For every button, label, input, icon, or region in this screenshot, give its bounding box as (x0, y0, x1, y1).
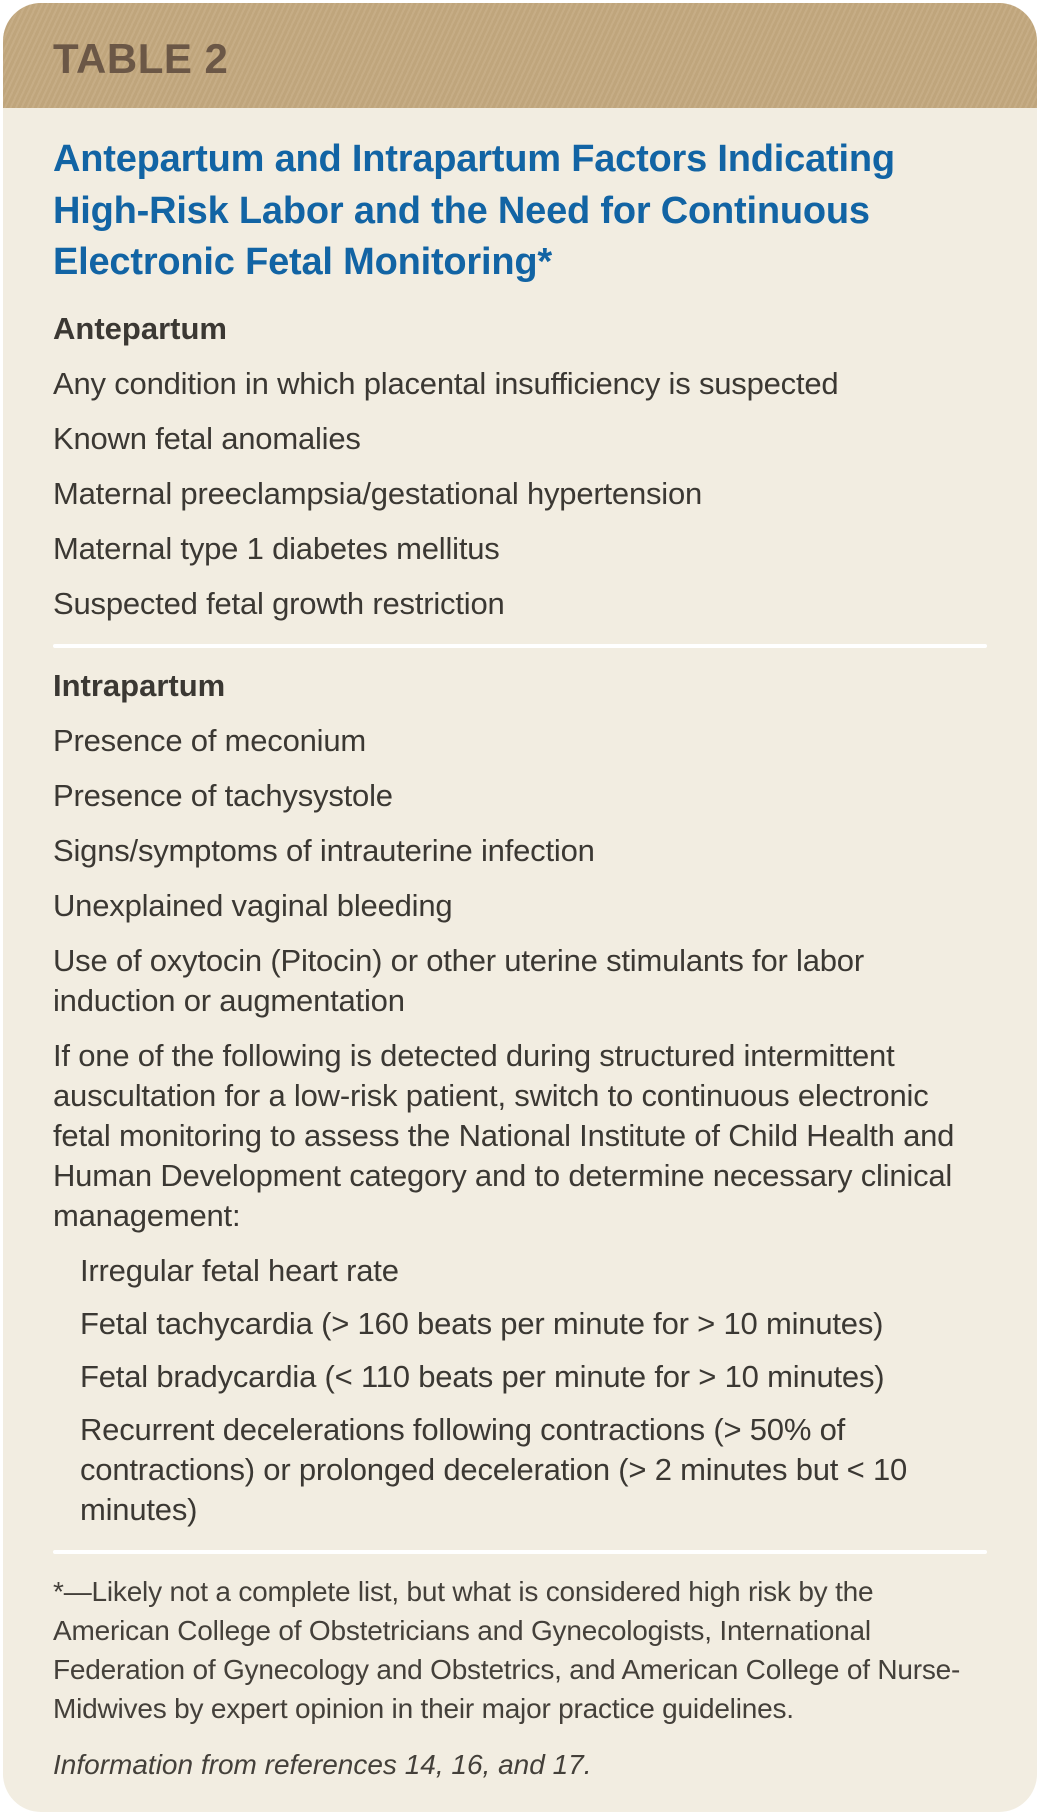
table-body (3, 108, 1037, 1784)
table-sub-row: Fetal tachycardia (> 160 beats per minute for > 10 minutes) (80, 1306, 884, 1342)
table-label: TABLE 2 (53, 34, 229, 82)
source-note: Information from references 14, 16, and 17. (53, 1749, 592, 1781)
section-heading: Intrapartum (53, 668, 226, 704)
table-sub-row: Recurrent decelerations following contractions (> 50% of contractions) or prolonged deceleration (> 2 minutes but < 10 minutes) (80, 1412, 908, 1528)
table-row: Unexplained vaginal bleeding (53, 888, 453, 924)
section-antepartum (53, 309, 987, 624)
table-row: Any condition in which placental insufficiency is suspected (53, 366, 839, 402)
table-sub-row: Irregular fetal heart rate (80, 1253, 399, 1289)
table-row: Maternal preeclampsia/gestational hypertension (53, 476, 703, 512)
section-divider (53, 1550, 987, 1554)
section-heading: Antepartum (53, 311, 227, 347)
table-row: If one of the following is detected during structured intermittent auscultation for a low-risk patient, switch to continuous electronic fetal monitoring to assess the National Institute of Child Health and Human Development category and to determine necessary clinical management: (53, 1038, 955, 1234)
table-title: Antepartum and Intrapartum Factors Indicating High-Risk Labor and the Need for Continuous Electronic Fetal Monitoring* (53, 138, 895, 284)
sub-item-list (80, 1251, 987, 1530)
table-row: Maternal type 1 diabetes mellitus (53, 531, 500, 567)
table-card (3, 3, 1037, 1812)
table-row: Signs/symptoms of intrauterine infection (53, 833, 595, 869)
table-row: Presence of tachysystole (53, 778, 393, 814)
table-sub-row: Fetal bradycardia (< 110 beats per minute for > 10 minutes) (80, 1359, 885, 1395)
table-row: Presence of meconium (53, 723, 367, 759)
table-header-band (3, 3, 1037, 108)
section-intrapartum (53, 666, 987, 1530)
table-row: Suspected fetal growth restriction (53, 586, 505, 622)
table-row: Use of oxytocin (Pitocin) or other uterine stimulants for labor induction or augmentation (53, 943, 864, 1019)
section-divider (53, 644, 987, 648)
table-row: Known fetal anomalies (53, 421, 361, 457)
footnote: *—Likely not a complete list, but what is considered high risk by the American College of Obstetricians and Gynecologists, International Federation of Gynecology and Obstetrics, and American College of Nurse-Midwives by expert opinion in their major practice guidelines. (53, 1576, 961, 1725)
